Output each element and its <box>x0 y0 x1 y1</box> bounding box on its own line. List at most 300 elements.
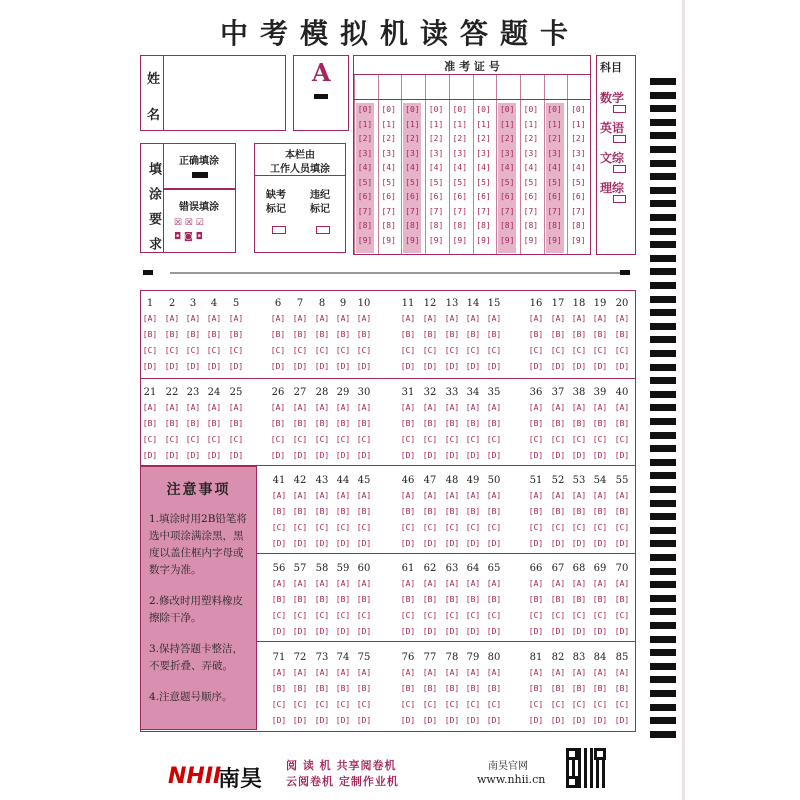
answer-option-bubble[interactable]: [C] <box>444 700 460 709</box>
answer-option-bubble[interactable]: [C] <box>400 346 416 355</box>
answer-option-bubble[interactable]: [A] <box>356 403 372 412</box>
answer-option-bubble[interactable]: [D] <box>314 627 330 636</box>
answer-option-bubble[interactable]: [A] <box>335 579 351 588</box>
answer-option-bubble[interactable]: [B] <box>550 507 566 516</box>
answer-option-bubble[interactable]: [C] <box>422 346 438 355</box>
answer-option-bubble[interactable]: [A] <box>400 579 416 588</box>
answer-option-bubble[interactable]: [D] <box>592 451 608 460</box>
exam-id-digit-bubble[interactable]: [6] <box>428 192 444 201</box>
answer-option-bubble[interactable]: [B] <box>314 595 330 604</box>
answer-option-bubble[interactable]: [D] <box>614 716 630 725</box>
answer-option-bubble[interactable]: [D] <box>271 627 287 636</box>
exam-id-digit-bubble[interactable]: [2] <box>357 134 373 143</box>
answer-option-bubble[interactable]: [B] <box>550 684 566 693</box>
answer-option-bubble[interactable]: [B] <box>335 507 351 516</box>
answer-option-bubble[interactable]: [A] <box>356 491 372 500</box>
answer-option-bubble[interactable]: [C] <box>614 435 630 444</box>
answer-option-bubble[interactable]: [C] <box>292 435 308 444</box>
exam-id-digit-bubble[interactable]: [1] <box>547 119 562 129</box>
exam-id-digit-bubble[interactable]: [7] <box>571 206 586 216</box>
answer-option-bubble[interactable]: [D] <box>335 627 351 636</box>
answer-option-bubble[interactable]: [C] <box>614 346 630 355</box>
answer-option-bubble[interactable]: [B] <box>422 595 438 604</box>
exam-id-digit-bubble[interactable]: [6] <box>571 192 586 201</box>
subject-english-bubble[interactable] <box>613 135 626 143</box>
answer-option-bubble[interactable]: [D] <box>614 362 630 371</box>
answer-option-bubble[interactable]: [A] <box>592 314 608 323</box>
answer-option-bubble[interactable]: [C] <box>528 523 544 532</box>
exam-id-digit-bubble[interactable]: [8] <box>381 221 396 230</box>
answer-option-bubble[interactable]: [B] <box>292 684 308 693</box>
answer-option-bubble[interactable]: [C] <box>465 435 481 444</box>
answer-option-bubble[interactable]: [D] <box>400 627 416 636</box>
answer-option-bubble[interactable]: [D] <box>571 362 587 371</box>
exam-id-digit-bubble[interactable]: [5] <box>452 177 468 187</box>
answer-option-bubble[interactable]: [B] <box>486 595 502 604</box>
exam-id-digit-bubble[interactable]: [1] <box>428 119 444 129</box>
answer-option-bubble[interactable]: [B] <box>164 330 180 339</box>
answer-option-bubble[interactable]: [A] <box>592 403 608 412</box>
exam-id-digit-bubble[interactable]: [5] <box>547 177 562 187</box>
answer-option-bubble[interactable]: [C] <box>270 435 286 444</box>
exam-id-digit-bubble[interactable]: [1] <box>381 119 396 129</box>
answer-option-bubble[interactable]: [C] <box>314 700 330 709</box>
answer-option-bubble[interactable]: [A] <box>528 314 544 323</box>
answer-option-bubble[interactable]: [A] <box>571 668 587 677</box>
answer-option-bubble[interactable]: [A] <box>400 403 416 412</box>
absent-bubble[interactable] <box>272 226 286 234</box>
exam-id-digit-bubble[interactable]: [0] <box>452 105 468 114</box>
answer-option-bubble[interactable]: [A] <box>314 668 330 677</box>
answer-option-bubble[interactable]: [C] <box>571 523 587 532</box>
answer-option-bubble[interactable]: [A] <box>422 668 438 677</box>
answer-option-bubble[interactable]: [D] <box>400 539 416 548</box>
answer-option-bubble[interactable]: [C] <box>400 435 416 444</box>
exam-id-digit-bubble[interactable]: [8] <box>357 221 373 230</box>
answer-option-bubble[interactable]: [B] <box>444 330 460 339</box>
violation-bubble[interactable] <box>316 226 330 234</box>
answer-option-bubble[interactable]: [C] <box>356 611 372 620</box>
answer-option-bubble[interactable]: [C] <box>528 435 544 444</box>
answer-option-bubble[interactable]: [A] <box>528 491 544 500</box>
exam-id-digit-bubble[interactable]: [9] <box>499 235 515 245</box>
answer-option-bubble[interactable]: [D] <box>422 451 438 460</box>
answer-option-bubble[interactable]: [B] <box>422 419 438 428</box>
answer-option-bubble[interactable]: [C] <box>444 435 460 444</box>
answer-option-bubble[interactable]: [B] <box>592 684 608 693</box>
exam-id-digit-bubble[interactable]: [0] <box>357 105 373 114</box>
answer-option-bubble[interactable]: [A] <box>614 491 630 500</box>
answer-option-bubble[interactable]: [A] <box>444 579 460 588</box>
exam-id-digit-bubble[interactable]: [7] <box>523 206 539 216</box>
answer-option-bubble[interactable]: [C] <box>592 346 608 355</box>
answer-option-bubble[interactable]: [D] <box>206 362 222 371</box>
exam-id-digit-bubble[interactable]: [2] <box>547 134 562 143</box>
exam-id-digit-bubble[interactable]: [6] <box>357 192 373 201</box>
exam-id-digit-bubble[interactable]: [0] <box>571 105 586 114</box>
answer-option-bubble[interactable]: [B] <box>314 419 330 428</box>
answer-option-bubble[interactable]: [D] <box>528 362 544 371</box>
answer-option-bubble[interactable]: [A] <box>571 314 587 323</box>
answer-option-bubble[interactable]: [A] <box>271 491 287 500</box>
answer-option-bubble[interactable]: [B] <box>465 684 481 693</box>
exam-id-digit-bubble[interactable]: [0] <box>499 105 515 114</box>
exam-id-digit-bubble[interactable]: [8] <box>405 221 420 230</box>
answer-option-bubble[interactable]: [A] <box>465 668 481 677</box>
answer-option-bubble[interactable]: [C] <box>400 523 416 532</box>
answer-option-bubble[interactable]: [B] <box>206 330 222 339</box>
answer-option-bubble[interactable]: [D] <box>444 716 460 725</box>
answer-option-bubble[interactable]: [B] <box>592 507 608 516</box>
answer-option-bubble[interactable]: [C] <box>444 523 460 532</box>
exam-id-digit-bubble[interactable]: [1] <box>499 119 515 129</box>
answer-option-bubble[interactable]: [B] <box>400 507 416 516</box>
answer-option-bubble[interactable]: [C] <box>444 611 460 620</box>
answer-option-bubble[interactable]: [C] <box>314 346 330 355</box>
exam-id-digit-bubble[interactable]: [8] <box>476 221 491 230</box>
answer-option-bubble[interactable]: [D] <box>271 716 287 725</box>
answer-option-bubble[interactable]: [C] <box>592 611 608 620</box>
answer-option-bubble[interactable]: [B] <box>185 330 201 339</box>
answer-option-bubble[interactable]: [D] <box>571 451 587 460</box>
answer-option-bubble[interactable]: [C] <box>550 523 566 532</box>
answer-option-bubble[interactable]: [D] <box>356 362 372 371</box>
answer-option-bubble[interactable]: [B] <box>550 330 566 339</box>
exam-id-digit-bubble[interactable]: [6] <box>381 192 396 201</box>
answer-option-bubble[interactable]: [A] <box>335 668 351 677</box>
exam-id-digit-bubble[interactable]: [8] <box>547 221 562 230</box>
answer-option-bubble[interactable]: [D] <box>571 627 587 636</box>
answer-option-bubble[interactable]: [A] <box>270 403 286 412</box>
answer-option-bubble[interactable]: [A] <box>444 403 460 412</box>
exam-id-digit-bubble[interactable]: [8] <box>571 221 586 230</box>
exam-id-digit-bubble[interactable]: [3] <box>571 148 586 158</box>
answer-option-bubble[interactable]: [A] <box>228 403 244 412</box>
answer-option-bubble[interactable]: [A] <box>356 668 372 677</box>
answer-option-bubble[interactable]: [D] <box>164 451 180 460</box>
answer-option-bubble[interactable]: [B] <box>592 330 608 339</box>
answer-option-bubble[interactable]: [C] <box>465 611 481 620</box>
exam-id-digit-bubble[interactable]: [7] <box>547 206 562 216</box>
answer-option-bubble[interactable]: [C] <box>592 523 608 532</box>
answer-option-bubble[interactable]: [A] <box>614 314 630 323</box>
answer-option-bubble[interactable]: [C] <box>292 700 308 709</box>
answer-option-bubble[interactable]: [B] <box>465 419 481 428</box>
answer-option-bubble[interactable]: [C] <box>571 611 587 620</box>
answer-option-bubble[interactable]: [B] <box>444 684 460 693</box>
answer-option-bubble[interactable]: [D] <box>164 362 180 371</box>
exam-id-digit-bubble[interactable]: [4] <box>381 163 396 172</box>
answer-option-bubble[interactable]: [A] <box>571 579 587 588</box>
answer-option-bubble[interactable]: [B] <box>228 330 244 339</box>
answer-option-bubble[interactable]: [D] <box>444 539 460 548</box>
exam-id-digit-bubble[interactable]: [5] <box>428 177 444 187</box>
answer-option-bubble[interactable]: [C] <box>335 435 351 444</box>
exam-id-digit-bubble[interactable]: [2] <box>571 134 586 143</box>
answer-option-bubble[interactable]: [D] <box>314 362 330 371</box>
answer-option-bubble[interactable]: [A] <box>292 579 308 588</box>
answer-option-bubble[interactable]: [D] <box>292 539 308 548</box>
answer-option-bubble[interactable]: [D] <box>550 627 566 636</box>
answer-option-bubble[interactable]: [D] <box>356 627 372 636</box>
answer-option-bubble[interactable]: [B] <box>270 330 286 339</box>
answer-option-bubble[interactable]: [A] <box>292 403 308 412</box>
answer-option-bubble[interactable]: [A] <box>270 314 286 323</box>
answer-option-bubble[interactable]: [C] <box>335 700 351 709</box>
answer-option-bubble[interactable]: [A] <box>486 314 502 323</box>
exam-id-digit-bubble[interactable]: [9] <box>571 235 586 245</box>
answer-option-bubble[interactable]: [C] <box>356 435 372 444</box>
answer-option-bubble[interactable]: [A] <box>142 403 158 412</box>
answer-option-bubble[interactable]: [D] <box>185 451 201 460</box>
exam-id-digit-bubble[interactable]: [9] <box>428 235 444 245</box>
answer-option-bubble[interactable]: [D] <box>465 451 481 460</box>
answer-option-bubble[interactable]: [D] <box>142 451 158 460</box>
answer-option-bubble[interactable]: [C] <box>592 435 608 444</box>
exam-id-digit-bubble[interactable]: [6] <box>523 192 539 201</box>
answer-option-bubble[interactable]: [D] <box>550 539 566 548</box>
exam-id-digit-bubble[interactable]: [1] <box>357 119 373 129</box>
answer-option-bubble[interactable]: [B] <box>422 507 438 516</box>
exam-id-digit-bubble[interactable]: [2] <box>405 134 420 143</box>
answer-option-bubble[interactable]: [A] <box>614 668 630 677</box>
answer-option-bubble[interactable]: [A] <box>356 579 372 588</box>
answer-option-bubble[interactable]: [C] <box>422 435 438 444</box>
answer-option-bubble[interactable]: [C] <box>356 523 372 532</box>
exam-id-digit-bubble[interactable]: [3] <box>381 148 396 158</box>
answer-option-bubble[interactable]: [D] <box>614 451 630 460</box>
exam-id-digit-bubble[interactable]: [8] <box>452 221 468 230</box>
exam-id-digit-bubble[interactable]: [3] <box>476 148 491 158</box>
answer-option-bubble[interactable]: [B] <box>614 595 630 604</box>
answer-option-bubble[interactable]: [B] <box>228 419 244 428</box>
answer-option-bubble[interactable]: [D] <box>335 362 351 371</box>
answer-option-bubble[interactable]: [A] <box>335 314 351 323</box>
answer-option-bubble[interactable]: [B] <box>614 507 630 516</box>
answer-option-bubble[interactable]: [D] <box>314 451 330 460</box>
answer-option-bubble[interactable]: [D] <box>614 539 630 548</box>
answer-option-bubble[interactable]: [C] <box>314 523 330 532</box>
exam-id-digit-bubble[interactable]: [3] <box>452 148 468 158</box>
answer-option-bubble[interactable]: [D] <box>592 539 608 548</box>
answer-option-bubble[interactable]: [C] <box>528 700 544 709</box>
answer-option-bubble[interactable]: [A] <box>486 403 502 412</box>
answer-option-bubble[interactable]: [B] <box>465 330 481 339</box>
answer-option-bubble[interactable]: [D] <box>592 716 608 725</box>
exam-id-digit-bubble[interactable]: [4] <box>523 163 539 172</box>
answer-option-bubble[interactable]: [A] <box>465 491 481 500</box>
answer-option-bubble[interactable]: [D] <box>550 451 566 460</box>
answer-option-bubble[interactable]: [D] <box>486 539 502 548</box>
exam-id-digit-bubble[interactable]: [4] <box>499 163 515 172</box>
answer-option-bubble[interactable]: [C] <box>592 700 608 709</box>
answer-option-bubble[interactable]: [D] <box>356 539 372 548</box>
answer-option-bubble[interactable]: [D] <box>444 627 460 636</box>
answer-option-bubble[interactable]: [C] <box>228 435 244 444</box>
answer-option-bubble[interactable]: [B] <box>444 507 460 516</box>
exam-id-digit-bubble[interactable]: [6] <box>499 192 515 201</box>
answer-option-bubble[interactable]: [D] <box>486 362 502 371</box>
answer-option-bubble[interactable]: [B] <box>528 419 544 428</box>
exam-id-digit-bubble[interactable]: [3] <box>523 148 539 158</box>
answer-option-bubble[interactable]: [B] <box>142 419 158 428</box>
answer-option-bubble[interactable]: [C] <box>314 611 330 620</box>
exam-id-digit-bubble[interactable]: [3] <box>547 148 562 158</box>
answer-option-bubble[interactable]: [B] <box>486 684 502 693</box>
answer-option-bubble[interactable]: [A] <box>571 491 587 500</box>
exam-id-digit-bubble[interactable]: [7] <box>428 206 444 216</box>
answer-option-bubble[interactable]: [B] <box>335 595 351 604</box>
exam-id-digit-bubble[interactable]: [5] <box>523 177 539 187</box>
exam-id-digit-bubble[interactable]: [4] <box>476 163 491 172</box>
answer-option-bubble[interactable]: [C] <box>142 346 158 355</box>
answer-option-bubble[interactable]: [A] <box>314 491 330 500</box>
exam-id-digit-bubble[interactable]: [4] <box>452 163 468 172</box>
exam-id-digit-bubble[interactable]: [7] <box>452 206 468 216</box>
exam-id-digit-bubble[interactable]: [6] <box>405 192 420 201</box>
answer-option-bubble[interactable]: [B] <box>550 419 566 428</box>
answer-option-bubble[interactable]: [A] <box>592 668 608 677</box>
exam-id-digit-bubble[interactable]: [2] <box>381 134 396 143</box>
answer-option-bubble[interactable]: [C] <box>614 700 630 709</box>
exam-id-digit-bubble[interactable]: [0] <box>428 105 444 114</box>
exam-id-digit-bubble[interactable]: [9] <box>357 235 373 245</box>
answer-option-bubble[interactable]: [D] <box>314 716 330 725</box>
answer-option-bubble[interactable]: [D] <box>270 362 286 371</box>
answer-option-bubble[interactable]: [D] <box>422 362 438 371</box>
answer-option-bubble[interactable]: [C] <box>465 346 481 355</box>
answer-option-bubble[interactable]: [A] <box>164 403 180 412</box>
answer-option-bubble[interactable]: [B] <box>571 507 587 516</box>
answer-option-bubble[interactable]: [A] <box>400 491 416 500</box>
answer-option-bubble[interactable]: [C] <box>164 435 180 444</box>
answer-option-bubble[interactable]: [B] <box>164 419 180 428</box>
exam-id-digit-bubble[interactable]: [6] <box>476 192 491 201</box>
answer-option-bubble[interactable]: [C] <box>422 611 438 620</box>
answer-option-bubble[interactable]: [B] <box>400 595 416 604</box>
answer-option-bubble[interactable]: [C] <box>400 700 416 709</box>
answer-option-bubble[interactable]: [D] <box>142 362 158 371</box>
answer-option-bubble[interactable]: [D] <box>444 362 460 371</box>
answer-option-bubble[interactable]: [A] <box>206 314 222 323</box>
answer-option-bubble[interactable]: [A] <box>400 668 416 677</box>
answer-option-bubble[interactable]: [D] <box>465 362 481 371</box>
answer-option-bubble[interactable]: [B] <box>271 507 287 516</box>
exam-id-digit-bubble[interactable]: [8] <box>499 221 515 230</box>
answer-option-bubble[interactable]: [A] <box>486 579 502 588</box>
exam-id-digit-bubble[interactable]: [1] <box>571 119 586 129</box>
exam-id-digit-bubble[interactable]: [9] <box>381 235 396 245</box>
answer-option-bubble[interactable]: [C] <box>465 700 481 709</box>
answer-option-bubble[interactable]: [B] <box>614 419 630 428</box>
subject-math-bubble[interactable] <box>613 105 626 113</box>
site-url[interactable]: www.nhii.cn <box>477 773 546 786</box>
answer-option-bubble[interactable]: [A] <box>422 314 438 323</box>
answer-option-bubble[interactable]: [D] <box>292 627 308 636</box>
answer-option-bubble[interactable]: [A] <box>486 668 502 677</box>
exam-id-digit-bubble[interactable]: [4] <box>405 163 420 172</box>
answer-option-bubble[interactable]: [D] <box>465 627 481 636</box>
answer-option-bubble[interactable]: [C] <box>271 523 287 532</box>
answer-option-bubble[interactable]: [D] <box>422 627 438 636</box>
answer-option-bubble[interactable]: [B] <box>571 595 587 604</box>
answer-option-bubble[interactable]: [A] <box>422 491 438 500</box>
answer-option-bubble[interactable]: [B] <box>356 684 372 693</box>
answer-option-bubble[interactable]: [C] <box>164 346 180 355</box>
answer-option-bubble[interactable]: [D] <box>465 716 481 725</box>
answer-option-bubble[interactable]: [D] <box>270 451 286 460</box>
exam-id-digit-bubble[interactable]: [4] <box>428 163 444 172</box>
answer-option-bubble[interactable]: [B] <box>486 330 502 339</box>
answer-option-bubble[interactable]: [C] <box>422 523 438 532</box>
answer-option-bubble[interactable]: [C] <box>271 611 287 620</box>
answer-option-bubble[interactable]: [D] <box>206 451 222 460</box>
answer-option-bubble[interactable]: [B] <box>614 684 630 693</box>
exam-id-digit-bubble[interactable]: [7] <box>476 206 491 216</box>
answer-option-bubble[interactable]: [C] <box>206 435 222 444</box>
exam-id-digit-bubble[interactable]: [9] <box>476 235 491 245</box>
answer-option-bubble[interactable]: [C] <box>528 346 544 355</box>
exam-id-digit-bubble[interactable]: [9] <box>523 235 539 245</box>
answer-option-bubble[interactable]: [C] <box>571 435 587 444</box>
answer-option-bubble[interactable]: [D] <box>356 716 372 725</box>
answer-option-bubble[interactable]: [C] <box>314 435 330 444</box>
answer-option-bubble[interactable]: [B] <box>400 330 416 339</box>
answer-option-bubble[interactable]: [B] <box>314 684 330 693</box>
answer-option-bubble[interactable]: [A] <box>164 314 180 323</box>
answer-option-bubble[interactable]: [C] <box>335 611 351 620</box>
answer-option-bubble[interactable]: [D] <box>486 451 502 460</box>
answer-option-bubble[interactable]: [A] <box>228 314 244 323</box>
exam-id-digit-bubble[interactable]: [9] <box>547 235 562 245</box>
answer-option-bubble[interactable]: [A] <box>528 668 544 677</box>
answer-option-bubble[interactable]: [C] <box>335 523 351 532</box>
exam-id-digit-bubble[interactable]: [2] <box>499 134 515 143</box>
answer-option-bubble[interactable]: [D] <box>292 362 308 371</box>
answer-option-bubble[interactable]: [D] <box>571 539 587 548</box>
answer-option-bubble[interactable]: [D] <box>528 716 544 725</box>
exam-id-digit-bubble[interactable]: [6] <box>452 192 468 201</box>
exam-id-digit-bubble[interactable]: [2] <box>476 134 491 143</box>
answer-option-bubble[interactable]: [A] <box>314 403 330 412</box>
exam-id-digit-bubble[interactable]: [5] <box>357 177 373 187</box>
answer-option-bubble[interactable]: [B] <box>335 330 351 339</box>
answer-option-bubble[interactable]: [C] <box>206 346 222 355</box>
answer-option-bubble[interactable]: [B] <box>400 684 416 693</box>
exam-id-digit-bubble[interactable]: [9] <box>405 235 420 245</box>
answer-option-bubble[interactable]: [A] <box>356 314 372 323</box>
answer-option-bubble[interactable]: [B] <box>465 507 481 516</box>
answer-option-bubble[interactable]: [A] <box>422 579 438 588</box>
exam-id-digit-bubble[interactable]: [7] <box>405 206 420 216</box>
answer-option-bubble[interactable]: [C] <box>550 611 566 620</box>
exam-id-digit-bubble[interactable]: [8] <box>428 221 444 230</box>
answer-option-bubble[interactable]: [D] <box>292 716 308 725</box>
answer-option-bubble[interactable]: [C] <box>614 611 630 620</box>
answer-option-bubble[interactable]: [D] <box>335 451 351 460</box>
exam-id-digit-bubble[interactable]: [0] <box>476 105 491 114</box>
answer-option-bubble[interactable]: [B] <box>528 507 544 516</box>
answer-option-bubble[interactable]: [D] <box>271 539 287 548</box>
answer-option-bubble[interactable]: [D] <box>592 627 608 636</box>
exam-id-digit-bubble[interactable]: [7] <box>499 206 515 216</box>
answer-option-bubble[interactable]: [D] <box>528 451 544 460</box>
answer-option-bubble[interactable]: [A] <box>592 579 608 588</box>
answer-option-bubble[interactable]: [B] <box>422 330 438 339</box>
answer-option-bubble[interactable]: [A] <box>335 403 351 412</box>
answer-option-bubble[interactable]: [A] <box>486 491 502 500</box>
answer-option-bubble[interactable]: [D] <box>486 716 502 725</box>
